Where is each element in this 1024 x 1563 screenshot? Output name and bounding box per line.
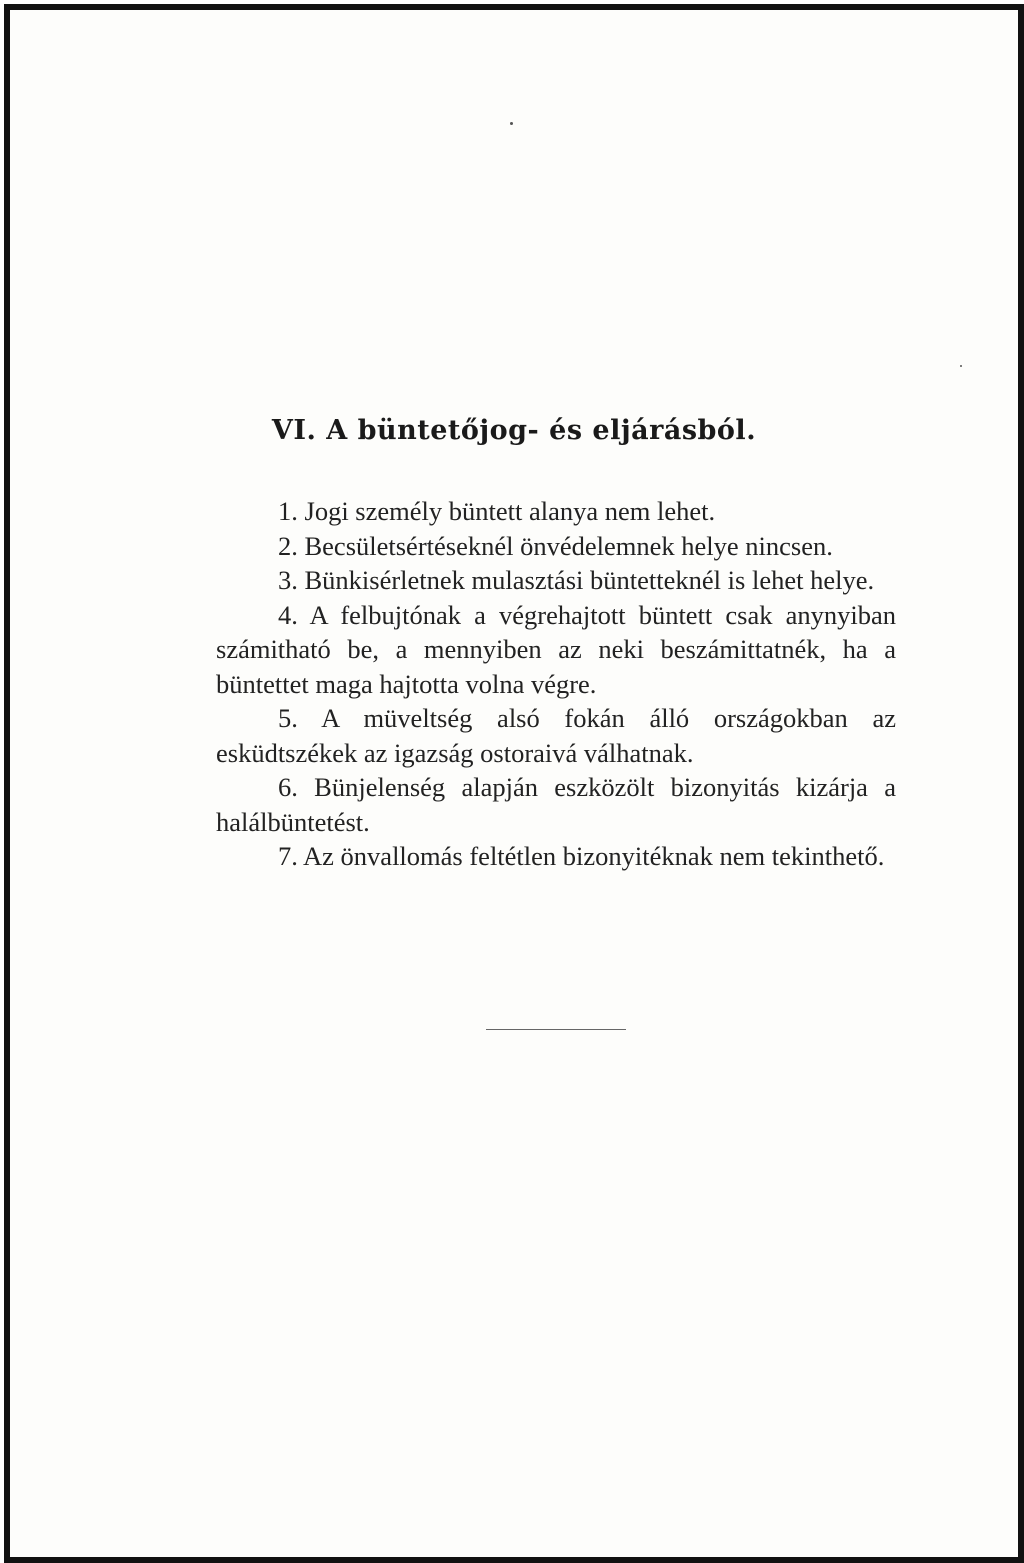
print-speck: [510, 122, 513, 125]
numbered-list: [216, 494, 896, 874]
section-heading: VI. A büntetőjog- és eljárásból.: [271, 415, 757, 446]
list-item: 3. Bünkisérletnek mulasztási büntetteknél is lehet helye.: [278, 565, 875, 595]
page-frame: [4, 4, 1024, 1563]
closing-rule: [486, 1029, 626, 1030]
list-item: 5. A müveltség alsó fokán álló országokban az esküdtszékek az igazság ostoraivá válhatnak.: [216, 703, 896, 768]
list-item: 4. A felbujtónak a végrehajtott büntett csak anynyiban számitható be, a mennyiben az neki beszámittatnék, ha a büntettet maga hajtotta volna végre.: [216, 599, 896, 699]
list-item: 7. Az önvallomás feltétlen bizonyitéknak nem tekinthető.: [278, 841, 885, 871]
print-speck: [960, 365, 962, 367]
list-item: 6. Bünjelenség alapján eszközölt bizonyitás kizárja a halálbüntetést.: [216, 772, 896, 837]
list-item: 2. Becsületsértéseknél önvédelemnek helye nincsen.: [278, 530, 833, 561]
list-item: 1. Jogi személy büntett alanya nem lehet.: [278, 496, 716, 526]
